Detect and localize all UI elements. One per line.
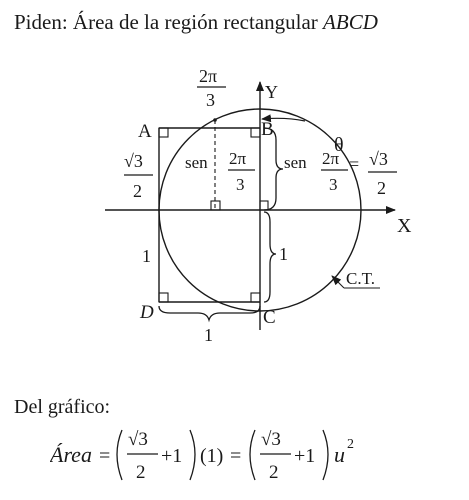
unit-circle-figure	[0, 55, 469, 345]
inner-sen-den: 3	[236, 175, 245, 194]
left-sqrt3: √3	[124, 151, 143, 171]
area-formula	[50, 418, 410, 490]
label-b: B	[261, 119, 274, 140]
left-two: 2	[133, 181, 142, 201]
radius-brace	[264, 212, 276, 302]
formula-unit: u	[334, 442, 345, 467]
y-axis-label: Y	[265, 82, 278, 102]
right-sen-den: 3	[329, 175, 338, 194]
formula-times-one: (1)	[200, 445, 224, 467]
left-one: 1	[142, 246, 151, 266]
formula-exponent: 2	[347, 437, 354, 452]
rectangle-name: ABCD	[323, 10, 378, 34]
formula-area: Área	[50, 442, 92, 467]
conclusion-label: Del gráfico:	[14, 396, 111, 418]
formula-sqrt3-1: √3	[128, 429, 148, 450]
paren-left-1	[117, 430, 122, 480]
formula-eq1: =	[99, 445, 111, 467]
angle-denominator: 3	[206, 90, 215, 110]
formula-plus1-1: +1	[161, 445, 183, 467]
formula-plus1-2: +1	[294, 445, 316, 467]
inner-sen: sen	[185, 153, 208, 172]
formula-two-1: 2	[136, 462, 146, 483]
paren-right-2	[323, 430, 328, 480]
ct-label: C.T.	[346, 269, 375, 288]
width-brace	[159, 306, 260, 320]
paren-right-1	[190, 430, 195, 480]
label-a: A	[138, 121, 152, 142]
problem-statement	[14, 10, 378, 35]
formula-eq2: =	[230, 445, 242, 467]
right-sen-num: 2π	[322, 149, 340, 168]
right-two: 2	[377, 178, 386, 198]
right-one: 1	[279, 244, 288, 264]
angle-numerator: 2π	[199, 66, 218, 86]
right-sen: sen	[284, 153, 307, 172]
paren-left-2	[250, 430, 255, 480]
ct-pointer	[332, 276, 344, 288]
bottom-one: 1	[204, 325, 213, 345]
label-c: C	[263, 307, 276, 328]
x-axis-label: X	[397, 215, 412, 237]
problem-text: Piden: Área de la región rectangular	[14, 10, 324, 34]
label-d: D	[140, 302, 154, 323]
height-brace	[264, 128, 283, 210]
inner-sen-num: 2π	[229, 149, 247, 168]
arc-point	[213, 118, 217, 122]
theta-label: θ	[334, 134, 344, 156]
right-equals: =	[349, 154, 360, 174]
formula-sqrt3-2: √3	[261, 429, 281, 450]
right-sqrt3: √3	[369, 149, 388, 169]
formula-two-2: 2	[269, 462, 279, 483]
